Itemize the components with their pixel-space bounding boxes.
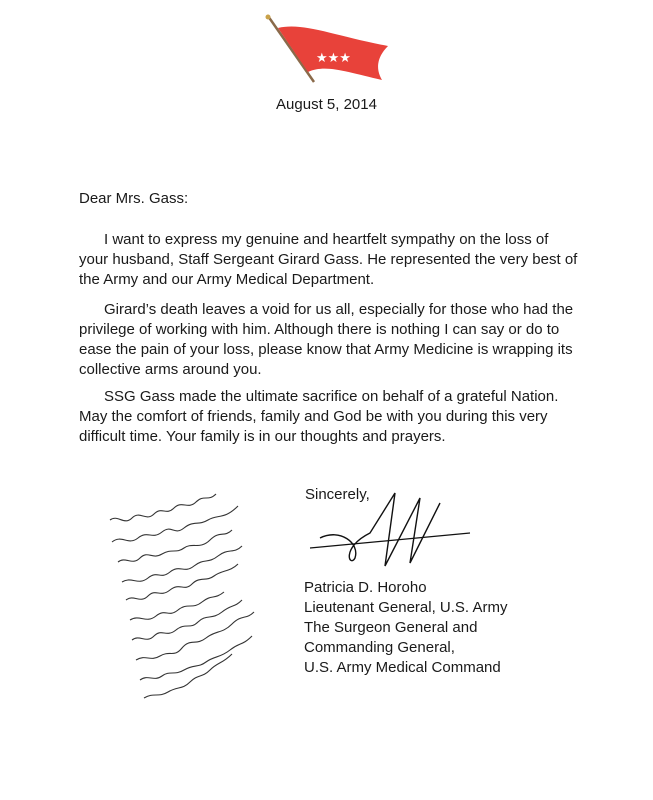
- signer-title: Commanding General,: [304, 639, 455, 656]
- letter-paragraph: SSG Gass made the ultimate sacrifice on behalf of a grateful Nation. May the comfort of friends, family and God be with you during this very difficult time. Your family is in our thoughts and prayers.: [79, 388, 559, 445]
- signature-block: [304, 578, 507, 678]
- letter-paragraph: I want to express my genuine and heartfelt sympathy on the loss of your husband, Staff Sergeant Girard Gass. He represented the very best of the Army and our Army Medical Department.: [79, 231, 578, 288]
- letter-paragraph: Girard’s death leaves a void for us all, especially for those who had the privilege of working with him. Although there is nothing I can say or do to ease the pain of your loss, please know that Army Medicine is wrapping its collective arms around you.: [79, 301, 574, 378]
- salutation: Dear Mrs. Gass:: [79, 190, 189, 207]
- signer-name: Patricia D. Horoho: [304, 579, 427, 596]
- signer-title: Lieutenant General, U.S. Army: [304, 599, 508, 616]
- three-star-flag-icon: [264, 14, 392, 84]
- letter-date: August 5, 2014: [276, 96, 377, 113]
- handwritten-note-scribble: [100, 470, 330, 720]
- signer-title: The Surgeon General and: [304, 619, 478, 636]
- closing: Sincerely,: [305, 486, 370, 503]
- signer-title: U.S. Army Medical Command: [304, 659, 501, 676]
- svg-text:★★★: ★★★: [316, 51, 351, 66]
